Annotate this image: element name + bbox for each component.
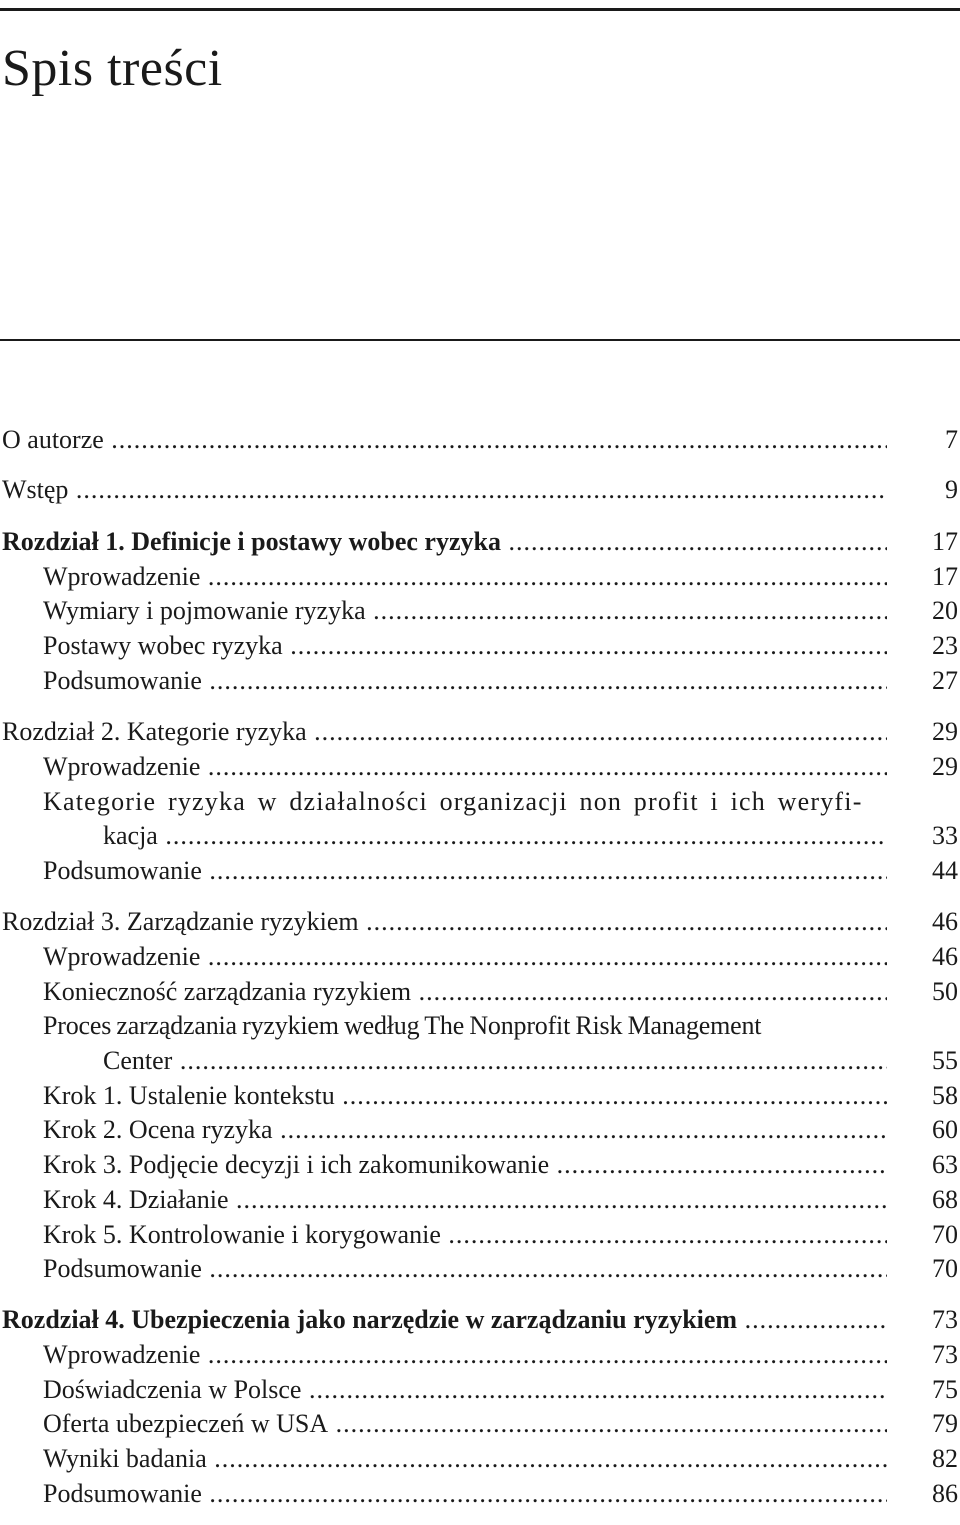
- toc-entry[interactable]: [0, 819, 960, 853]
- toc-entry-label: Wstęp: [2, 475, 69, 504]
- toc-page-number: 46: [932, 942, 958, 971]
- toc-entry[interactable]: [0, 1373, 960, 1407]
- toc-page-number: 86: [932, 1479, 958, 1508]
- toc-entry[interactable]: [0, 1338, 960, 1372]
- toc-entry-label: Wprowadzenie: [43, 942, 201, 971]
- toc-page-number: 60: [932, 1115, 958, 1144]
- toc-entry-label: Rozdział 3. Zarządzanie ryzykiem: [2, 907, 359, 936]
- toc-entry[interactable]: [0, 940, 960, 974]
- toc-page-number: 82: [932, 1444, 958, 1473]
- toc-entry[interactable]: [0, 1113, 960, 1147]
- toc-entry[interactable]: [0, 1079, 960, 1113]
- toc-entry-label: Proces zarządzania ryzykiem według The Nonprofit Risk Management: [43, 1011, 762, 1040]
- toc-entry[interactable]: [0, 854, 960, 888]
- toc-entry-label: Doświadczenia w Polsce: [43, 1375, 302, 1404]
- toc-entry[interactable]: [0, 1477, 960, 1511]
- toc-page-number: 17: [932, 562, 958, 591]
- toc-page-number: 70: [932, 1254, 958, 1283]
- toc-page-number: 58: [932, 1081, 958, 1110]
- toc-page-number: 17: [932, 527, 958, 556]
- toc-entry-label: Oferta ubezpieczeń w USA: [43, 1409, 329, 1438]
- toc-entry[interactable]: [0, 1044, 960, 1078]
- toc-page-number: 63: [932, 1150, 958, 1179]
- toc-entry-label: Krok 2. Ocena ryzyka: [43, 1115, 273, 1144]
- toc-entry-label: Krok 3. Podjęcie decyzji i ich zakomunikowanie: [43, 1150, 550, 1179]
- toc-entry[interactable]: [0, 785, 960, 819]
- toc-page-number: 70: [932, 1220, 958, 1249]
- toc-page-number: 23: [932, 631, 958, 660]
- toc-entry-label: Podsumowanie: [43, 666, 202, 695]
- toc-entry[interactable]: [0, 1252, 960, 1286]
- toc-entry[interactable]: [0, 629, 960, 663]
- toc-page-number: 79: [932, 1409, 958, 1438]
- toc-page-number: 44: [932, 856, 958, 885]
- toc-entry[interactable]: [0, 975, 960, 1009]
- toc-entry[interactable]: [0, 750, 960, 784]
- toc-page-number: 50: [932, 977, 958, 1006]
- toc-entry-label: Rozdział 1. Definicje i postawy wobec ryzyka: [2, 527, 501, 556]
- toc-chapter-entry[interactable]: [0, 1303, 960, 1337]
- toc-chapter-entry[interactable]: [0, 525, 960, 559]
- toc-entry-label: Rozdział 4. Ubezpieczenia jako narzędzie w zarządzaniu ryzykiem: [2, 1305, 738, 1334]
- toc-entry[interactable]: [0, 1009, 960, 1043]
- toc-page-number: 68: [932, 1185, 958, 1214]
- page-title: Spis treści: [2, 40, 223, 97]
- toc-entry-label: Krok 5. Kontrolowanie i korygowanie: [43, 1220, 441, 1249]
- toc-entry[interactable]: [0, 1218, 960, 1252]
- toc-entry-label: Wprowadzenie: [43, 1340, 201, 1369]
- toc-entry[interactable]: [0, 1407, 960, 1441]
- toc-entry[interactable]: [0, 560, 960, 594]
- toc-page-number: 29: [932, 752, 958, 781]
- toc-page-number: 55: [932, 1046, 958, 1075]
- toc-entry[interactable]: [0, 1183, 960, 1217]
- toc-entry-label: Wprowadzenie: [43, 562, 201, 591]
- toc-entry-label: kacja: [103, 821, 158, 850]
- toc-entry[interactable]: [0, 1442, 960, 1476]
- toc-page-number: 20: [932, 596, 958, 625]
- toc-page-number: 75: [932, 1375, 958, 1404]
- top-rule: [0, 8, 960, 11]
- toc-page-number: 7: [945, 425, 958, 454]
- toc-page-number: 73: [932, 1305, 958, 1334]
- toc-entry[interactable]: [0, 594, 960, 628]
- toc-entry-label: Wprowadzenie: [43, 752, 201, 781]
- toc-entry-label: Postawy wobec ryzyka: [43, 631, 283, 660]
- toc-entry-label: Podsumowanie: [43, 1254, 202, 1283]
- toc-chapter-entry[interactable]: [0, 905, 960, 939]
- toc-entry-label: Kategorie ryzyka w działalności organizacji non profit i ich weryfi-: [43, 787, 863, 816]
- toc-entry-label: Wyniki badania: [43, 1444, 207, 1473]
- toc-entry-label: Podsumowanie: [43, 1479, 202, 1508]
- toc-page-number: 46: [932, 907, 958, 936]
- toc-entry-label: Krok 1. Ustalenie kontekstu: [43, 1081, 335, 1110]
- toc-entry-label: Krok 4. Działanie: [43, 1185, 229, 1214]
- toc-page-number: 29: [932, 717, 958, 746]
- toc-entry-label: O autorze: [2, 425, 104, 454]
- toc-chapter-entry[interactable]: [0, 473, 960, 507]
- toc-entry-label: Konieczność zarządzania ryzykiem: [43, 977, 412, 1006]
- toc-page-number: 27: [932, 666, 958, 695]
- toc-chapter-entry[interactable]: [0, 423, 960, 457]
- toc-page-number: 33: [932, 821, 958, 850]
- toc-entry-label: Wymiary i pojmowanie ryzyka: [43, 596, 366, 625]
- toc-entry-label: Center: [103, 1046, 173, 1075]
- toc-entry-label: Rozdział 2. Kategorie ryzyka: [2, 717, 307, 746]
- toc-entry[interactable]: [0, 1148, 960, 1182]
- toc-chapter-entry[interactable]: [0, 715, 960, 749]
- toc-page-number: 73: [932, 1340, 958, 1369]
- toc-entry[interactable]: [0, 664, 960, 698]
- section-rule: [0, 339, 960, 341]
- toc-entry-label: Podsumowanie: [43, 856, 202, 885]
- toc-page-number: 9: [945, 475, 958, 504]
